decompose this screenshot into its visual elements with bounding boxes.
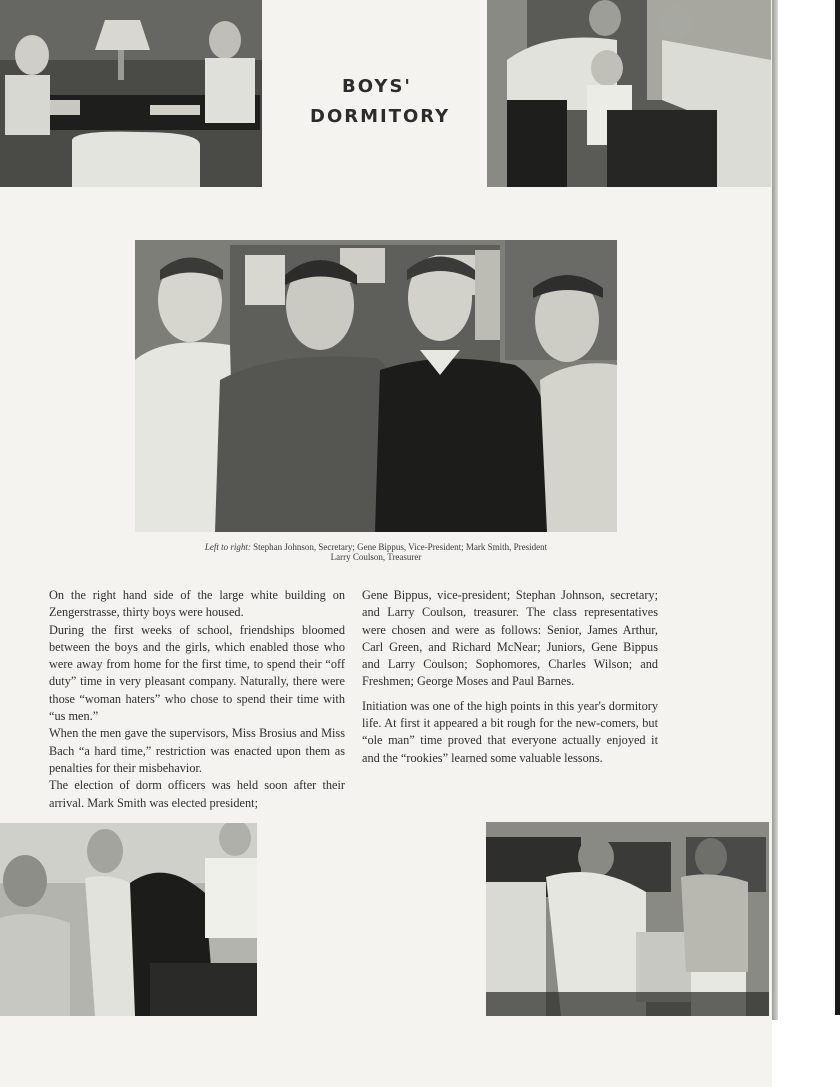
photo-study-room: [0, 0, 262, 187]
caption-line2: Larry Coulson, Treasurer: [330, 552, 422, 562]
photo-study-room-art: [0, 0, 262, 187]
photo-pajama-group: [0, 823, 257, 1016]
page-title-line2: DORMITORY: [310, 106, 451, 127]
article-column-right: [362, 587, 658, 767]
photo-pajama-group-art: [0, 823, 257, 1016]
caption-names: Stephan Johnson, Secretary; Gene Bippus, Vice-President; Mark Smith, President: [253, 542, 548, 552]
paragraph: During the first weeks of school, friendships bloomed between the boys and the girls, which enabled those who were away from home for the first time, to spend their “off duty” time in very pleasant company. Naturally, there were those “woman haters” who chose to spend their time with “us men.”: [49, 622, 345, 724]
photo-caption: [135, 542, 617, 562]
paragraph: Initiation was one of the high points in this year's dormitory life. At first it appeared a bit rough for the new-comers, but “ole man” time proved that everyone actually enjoyed it and the “rookies” learned some valuable lessons.: [362, 698, 658, 765]
article-column-left: [49, 587, 345, 812]
page-title-line1: BOYS': [342, 76, 412, 97]
photo-table-group: [487, 0, 771, 187]
scan-border: [835, 0, 840, 1015]
paragraph: When the men gave the supervisors, Miss Brosius and Miss Bach “a hard time,” restriction was enacted upon them as penalties for their misbehavior.: [49, 726, 345, 775]
paragraph: The election of dorm officers was held soon after their arrival. Mark Smith was elected president;: [49, 778, 345, 810]
caption-lead: Left to right:: [204, 542, 251, 552]
photo-table-group-art: [487, 0, 771, 187]
paragraph: Gene Bippus, vice-president; Stephan Johnson, secretary; and Larry Coulson, treasurer. The class representatives were chosen and were as follows: Senior, James Arthur, Carl Green, and Richard McNear; Juniors, Gene Bippus and Larry Coulson; Sophomores, Charles Wilson; and Freshmen; George Moses and Paul Barnes.: [362, 588, 658, 689]
caption-line1: [135, 542, 617, 552]
paragraph: On the right hand side of the large white building on Zengerstrasse, thirty boys were housed.: [49, 588, 345, 620]
photo-dorm-officers: [135, 240, 617, 532]
photo-washroom-art: [486, 822, 769, 1016]
page-edge-shadow: [772, 0, 778, 1020]
photo-dorm-officers-art: [135, 240, 617, 532]
photo-washroom: [486, 822, 769, 1016]
